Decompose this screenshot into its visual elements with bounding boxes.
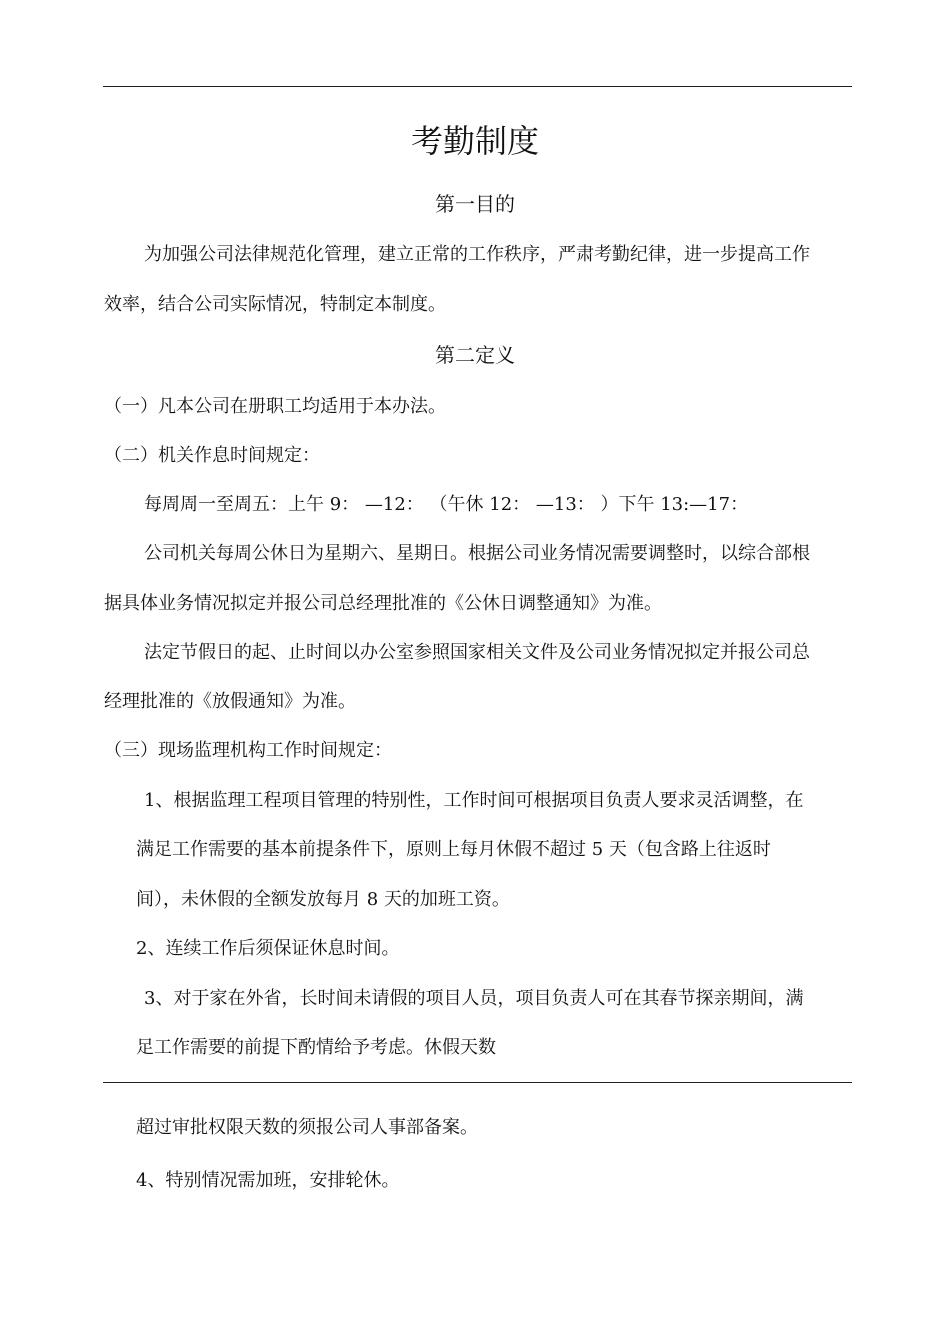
purpose-paragraph-line-2: 效率，结合公司实际情况，特制定本制度。 xyxy=(104,294,446,315)
sub-item-1-line-1: 1、根据监理工程项目管理的特别性，工作时间可根据项目负责人要求灵活调整，在 xyxy=(144,790,804,811)
section-heading-definition: 第二定义 xyxy=(435,343,515,367)
sub-item-4: 4、特别情况需加班，安排轮休。 xyxy=(136,1170,400,1191)
work-schedule: 每周周一至周五：上午 9： —12： （午休 12： —13： ）下午 13:—17： xyxy=(144,494,749,515)
top-rule xyxy=(103,86,852,87)
item-1: （一）凡本公司在册职工均适用于本办法。 xyxy=(104,396,446,417)
item-3: （三）现场监理机构工作时间规定： xyxy=(104,740,392,761)
sub-item-2: 2、连续工作后须保证休息时间。 xyxy=(136,938,400,959)
sub-item-1-line-3: 间），未休假的全额发放每月 8 天的加班工资。 xyxy=(136,889,510,910)
sub-item-3-line-2: 足工作需要的前提下酌情给予考虑。休假天数 xyxy=(136,1037,496,1058)
rest-day-line-1: 公司机关每周公休日为星期六、星期日。根据公司业务情况需要调整时，以综合部根 xyxy=(144,543,810,564)
purpose-paragraph-line-1: 为加强公司法律规范化管理，建立正常的工作秩序，严肃考勤纪律，进一步提高工作 xyxy=(144,244,810,265)
holiday-line-2: 经理批准的《放假通知》为准。 xyxy=(104,691,356,712)
section-heading-purpose: 第一目的 xyxy=(435,192,515,216)
page-break-rule xyxy=(103,1082,852,1083)
continued-paragraph: 超过审批权限天数的须报公司人事部备案。 xyxy=(136,1117,478,1138)
holiday-line-1: 法定节假日的起、止时间以办公室参照国家相关文件及公司业务情况拟定并报公司总 xyxy=(144,642,810,663)
sub-item-1-line-2: 满足工作需要的基本前提条件下，原则上每月休假不超过 5 天（包含路上往返时 xyxy=(136,839,771,860)
item-2: （二）机关作息时间规定： xyxy=(104,445,320,466)
document-title: 考勤制度 xyxy=(410,122,539,160)
sub-item-3-line-1: 3、对于家在外省，长时间未请假的项目人员，项目负责人可在其春节探亲期间，满 xyxy=(144,988,804,1009)
rest-day-line-2: 据具体业务情况拟定并报公司总经理批准的《公休日调整通知》为准。 xyxy=(104,593,662,614)
